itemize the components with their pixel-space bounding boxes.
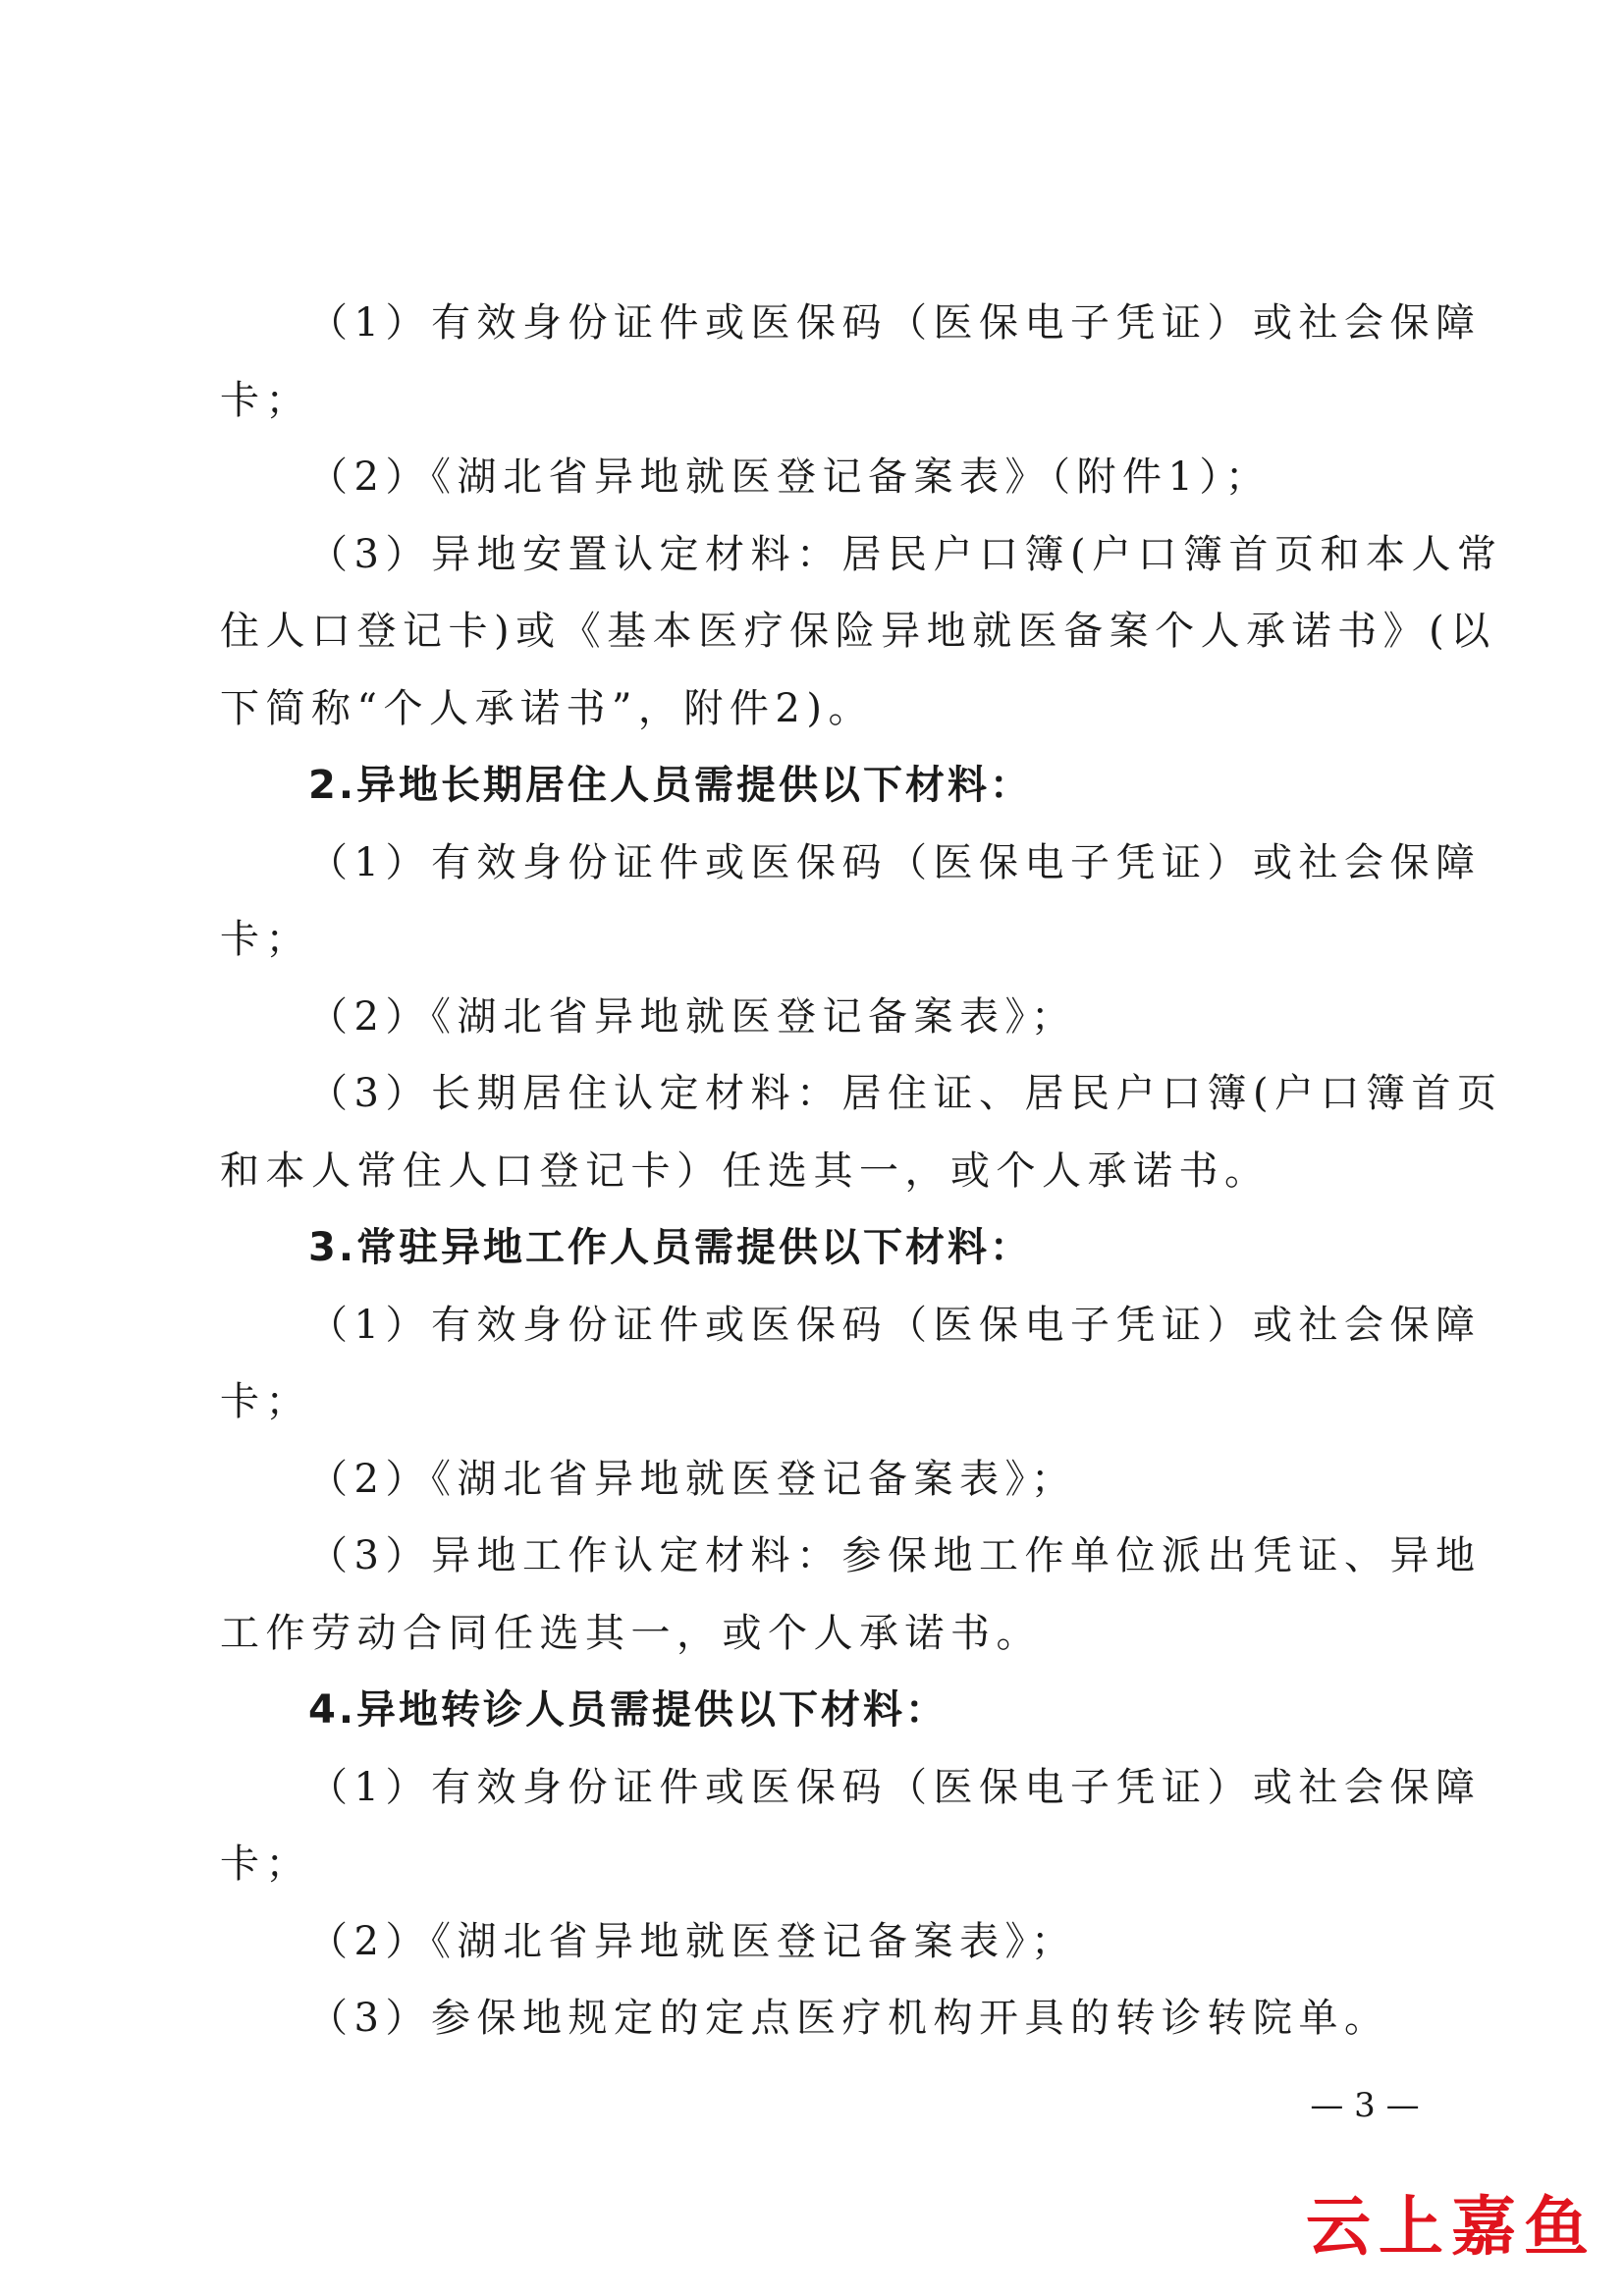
text-line: 卡； [220, 377, 311, 423]
text-line: 和本人常住人口登记卡）任选其一，或个人承诺书。 [220, 1148, 1271, 1194]
text-line: （1）有效身份证件或医保码（医保电子凭证）或社会保障 [308, 839, 1482, 885]
section-heading: 3.常驻异地工作人员需提供以下材料： [308, 1225, 1033, 1270]
section-heading: 2.异地长期居住人员需提供以下材料： [308, 763, 1033, 808]
text-line: 卡； [220, 1842, 311, 1887]
text-line: 下简称“个人承诺书”，附件2)。 [220, 685, 874, 731]
watermark-logo: 云上嘉鱼 [1306, 2188, 1597, 2265]
page-number: — 3 — [1310, 2086, 1420, 2125]
text-line: （2）《湖北省异地就医登记备案表》（附件1）； [308, 454, 1272, 500]
text-line: （3）参保地规定的定点医疗机构开具的转诊转院单。 [308, 1996, 1390, 2041]
text-line: （1）有效身份证件或医保码（医保电子凭证）或社会保障 [308, 1764, 1482, 1810]
text-line: （1）有效身份证件或医保码（医保电子凭证）或社会保障 [308, 300, 1482, 346]
text-line: （3）长期居住认定材料：居住证、居民户口簿(户口簿首页 [308, 1071, 1503, 1116]
text-line: 卡； [220, 1379, 311, 1424]
text-line: 住人口登记卡)或《基本医疗保险异地就医备案个人承诺书》(以 [220, 609, 1496, 654]
section-heading: 4.异地转诊人员需提供以下材料： [308, 1687, 948, 1733]
text-line: 工作劳动合同任选其一，或个人承诺书。 [220, 1610, 1042, 1656]
text-line: （1）有效身份证件或医保码（医保电子凭证）或社会保障 [308, 1302, 1482, 1348]
text-line: 卡； [220, 917, 311, 962]
text-line: （2）《湖北省异地就医登记备案表》； [308, 1918, 1077, 1964]
text-line: （3）异地工作认定材料：参保地工作单位派出凭证、异地 [308, 1533, 1482, 1578]
text-line: （2）《湖北省异地就医登记备案表》； [308, 993, 1077, 1040]
document-body [220, 285, 1503, 2057]
text-line: （2）《湖北省异地就医登记备案表》； [308, 1456, 1077, 1502]
text-line: （3）异地安置认定材料：居民户口簿(户口簿首页和本人常 [308, 531, 1503, 577]
